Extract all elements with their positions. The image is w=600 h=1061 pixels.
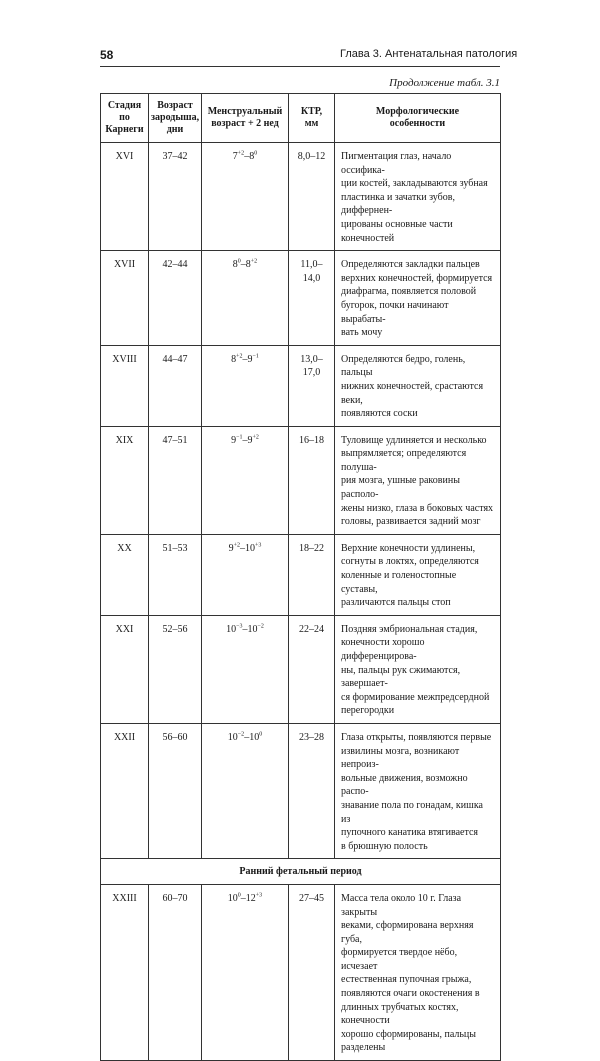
table-row — [101, 143, 501, 251]
stage-cell: XVIII — [101, 345, 149, 426]
morphology-line: Верхние конечности удлинены, — [341, 542, 476, 554]
morphology-line: бугорок, почки начинают вырабаты- — [341, 299, 449, 325]
column-header-line: по — [119, 112, 130, 123]
menstrual-to-base: 12 — [245, 892, 256, 904]
column-header-line: Карнеги — [105, 124, 144, 135]
morphology-line: вать мочу — [341, 327, 383, 339]
morphology-line: верхних конечностей, формируется — [341, 272, 493, 284]
menstrual-from-exp: +2 — [233, 542, 240, 549]
range-dash: – — [242, 353, 248, 365]
menstrual-to-exp: 0 — [254, 150, 258, 157]
ktr-cell — [289, 534, 335, 615]
column-header-5 — [335, 94, 501, 143]
menstrual-from-exp: +2 — [236, 353, 243, 360]
ktr-cell — [289, 884, 335, 1060]
ktr-line: 16–18 — [299, 434, 324, 446]
header-rule — [100, 66, 500, 67]
column-header-line: Менструальный — [207, 106, 283, 117]
stage-cell: XVI — [101, 143, 149, 251]
morphology-line: Определяются бедро, голень, пальцы — [341, 353, 466, 379]
morphology-line: жены низко, глаза в боковых частях — [341, 502, 494, 514]
morphology-cell — [335, 345, 501, 426]
range-dash: – — [244, 731, 250, 743]
table-row — [101, 251, 501, 346]
menstrual-to-base: 10 — [245, 542, 255, 554]
menstrual-to-base: 9 — [247, 434, 253, 446]
range-dash: – — [240, 892, 246, 904]
chapter-title: Глава 3. Антенатальная патология — [340, 48, 518, 60]
ktr-cell — [289, 251, 335, 346]
range-dash: – — [242, 623, 248, 635]
morphology-line: естественная пупочная грыжа, — [341, 974, 472, 986]
ktr-cell — [289, 723, 335, 858]
morphology-line: пластинка и зачатки зубов, диффернен- — [341, 191, 455, 217]
morphology-line: ции костей, закладываются зубная — [341, 178, 488, 190]
table-row — [101, 884, 501, 1060]
stage-cell: XVII — [101, 251, 149, 346]
column-header-line: Стадия — [107, 100, 142, 111]
morphology-line: Масса тела около 10 г. Глаза закрыты — [341, 892, 462, 918]
menstrual-from-base: 7 — [232, 151, 238, 162]
morphology-line: вольные движения, возможно распо- — [341, 772, 468, 798]
morphology-line: в брюшную полость — [341, 840, 428, 852]
page-number: 58 — [100, 48, 114, 62]
column-header-line: мм — [304, 118, 319, 129]
age-cell: 60–70 — [149, 884, 202, 1060]
morphology-line: конечности хорошо дифференцирова- — [341, 637, 425, 662]
menstrual-to-exp: −2 — [257, 623, 264, 630]
column-header-1 — [101, 94, 149, 143]
menstrual-to-base: 10 — [249, 731, 260, 743]
morphology-line: знавание пола по гонадам, кишка из — [341, 799, 483, 825]
morphology-cell — [335, 251, 501, 346]
morphology-line: разделены — [341, 1042, 386, 1054]
morphology-line: нижних конечностей, срастаются веки, — [341, 380, 484, 406]
morphology-line: Глаза открыты, появляются первые — [341, 731, 492, 743]
morphology-line: рия мозга, ушные раковины располо- — [341, 475, 460, 501]
ktr-line: 14,0 — [302, 272, 321, 284]
morphology-line: перегородки — [341, 705, 395, 717]
age-cell: 37–42 — [149, 143, 202, 251]
ktr-cell — [289, 345, 335, 426]
menstrual-to-exp: 0 — [259, 731, 263, 738]
table-header-row — [101, 94, 501, 143]
menstrual-to-base: 10 — [247, 623, 258, 635]
age-cell: 44–47 — [149, 345, 202, 426]
menstrual-from-base: 9 — [231, 434, 237, 446]
ktr-line: 8,0–12 — [297, 151, 326, 162]
morphology-line: различаются пальцы стоп — [341, 597, 451, 609]
morphology-line: диафрагма, появляется половой — [341, 286, 477, 298]
menstrual-from-base: 8 — [231, 353, 237, 365]
table-row — [101, 426, 501, 534]
column-header-2 — [149, 94, 202, 143]
stage-cell: XXII — [101, 723, 149, 858]
ktr-cell — [289, 426, 335, 534]
ktr-line: 18–22 — [299, 542, 324, 554]
ktr-line: 27–45 — [299, 892, 324, 904]
age-cell: 52–56 — [149, 615, 202, 723]
morphology-line: выпрямляется; определяются полуша- — [341, 448, 467, 473]
table-row — [101, 723, 501, 858]
carnegie-stages-table — [100, 93, 501, 1061]
column-header-line: зародыша, — [151, 112, 200, 123]
morphology-line: хорошо сформированы, пальцы — [341, 1028, 476, 1040]
age-cell: 51–53 — [149, 534, 202, 615]
range-dash: – — [244, 151, 250, 162]
morphology-line: Определяются закладки пальцев — [341, 259, 480, 271]
ktr-line: 11,0– — [300, 259, 323, 271]
menstrual-to-base: 9 — [247, 353, 253, 365]
morphology-cell — [335, 884, 501, 1060]
menstrual-to-exp: −1 — [252, 353, 259, 360]
menstrual-from-exp: −3 — [236, 623, 243, 630]
menstrual-to-base: 8 — [245, 259, 251, 271]
stage-cell: XXIII — [101, 884, 149, 1060]
morphology-cell — [335, 534, 501, 615]
morphology-line: веками, сформирована верхняя губа, — [341, 920, 474, 945]
table-continuation-label: Продолжение табл. 3.1 — [389, 77, 500, 89]
menstrual-from-base: 8 — [232, 259, 238, 271]
stage-cell: XIX — [101, 426, 149, 534]
menstrual-age-cell — [202, 723, 289, 858]
column-header-line: Морфологические — [375, 106, 460, 117]
range-dash: – — [240, 542, 245, 554]
morphology-cell — [335, 615, 501, 723]
menstrual-age-cell — [202, 884, 289, 1060]
menstrual-to-exp: +2 — [252, 434, 259, 441]
ktr-line: 13,0– — [300, 353, 323, 365]
age-cell: 56–60 — [149, 723, 202, 858]
morphology-line: Туловище удлиняется и несколько — [341, 434, 487, 446]
morphology-line: формируется твердое нёбо, исчезает — [341, 947, 458, 972]
morphology-line: ся формирование межпредсердной — [341, 691, 490, 703]
menstrual-from-exp: 0 — [237, 892, 241, 899]
morphology-line: появляются очаги окостенения в — [341, 988, 480, 1000]
ktr-cell — [289, 615, 335, 723]
morphology-line: извилины мозга, возникают непроиз- — [341, 745, 460, 771]
ktr-line: 23–28 — [299, 731, 324, 743]
menstrual-from-base: 9 — [228, 542, 234, 554]
table-row — [101, 345, 501, 426]
menstrual-to-exp: +2 — [250, 258, 258, 265]
table-row — [101, 534, 501, 615]
morphology-line: согнуты в локтях, определяются — [341, 556, 479, 568]
stage-cell: XX — [101, 534, 149, 615]
column-header-line: дни — [166, 124, 184, 135]
menstrual-from-exp: −2 — [237, 731, 245, 738]
menstrual-age-cell — [202, 426, 289, 534]
menstrual-to-base: 8 — [249, 151, 255, 162]
menstrual-from-base: 10 — [227, 892, 238, 904]
table-row — [101, 615, 501, 723]
column-header-3 — [202, 94, 289, 143]
menstrual-to-exp: +3 — [255, 542, 262, 549]
column-header-4 — [289, 94, 335, 143]
column-header-line: особенности — [389, 118, 446, 129]
morphology-cell — [335, 143, 501, 251]
section-title: Ранний фетальный период — [101, 859, 501, 885]
menstrual-to-exp: +3 — [255, 892, 263, 899]
morphology-line: коленные и голеностопные суставы, — [341, 570, 457, 595]
menstrual-age-cell — [202, 534, 289, 615]
morphology-cell — [335, 723, 501, 858]
morphology-line: появляются соски — [341, 408, 418, 420]
ktr-cell — [289, 143, 335, 251]
menstrual-from-exp: 0 — [237, 258, 241, 265]
menstrual-from-base: 10 — [227, 731, 238, 743]
age-cell: 47–51 — [149, 426, 202, 534]
menstrual-age-cell — [202, 345, 289, 426]
morphology-line: ны, пальцы рук сжимаются, завершает- — [341, 664, 461, 690]
column-header-line: Возраст — [157, 100, 193, 111]
section-row — [101, 859, 501, 885]
menstrual-age-cell — [202, 143, 289, 251]
menstrual-from-base: 10 — [226, 623, 237, 635]
ktr-line: 17,0 — [302, 367, 321, 379]
morphology-line: длинных трубчатых костях, конечности — [341, 1001, 459, 1027]
morphology-cell — [335, 426, 501, 534]
column-header-line: возраст + 2 нед — [211, 118, 279, 129]
range-dash: – — [242, 434, 248, 446]
morphology-line: цированы основные части конечностей — [341, 218, 453, 244]
stage-cell: XXI — [101, 615, 149, 723]
menstrual-from-exp: +2 — [237, 150, 245, 157]
age-cell: 42–44 — [149, 251, 202, 346]
column-header-line: КТР, — [300, 106, 323, 117]
morphology-line: Пигментация глаз, начало оссифика- — [341, 151, 452, 176]
range-dash: – — [240, 259, 246, 271]
morphology-line: Поздняя эмбриональная стадия, — [341, 623, 478, 635]
table-body — [101, 143, 501, 1061]
ktr-line: 22–24 — [299, 623, 324, 635]
menstrual-age-cell — [202, 615, 289, 723]
morphology-line: пупочного канатика втягивается — [341, 827, 478, 839]
menstrual-age-cell — [202, 251, 289, 346]
morphology-line: головы, развивается задний мозг — [341, 516, 481, 528]
menstrual-from-exp: −1 — [236, 434, 243, 441]
